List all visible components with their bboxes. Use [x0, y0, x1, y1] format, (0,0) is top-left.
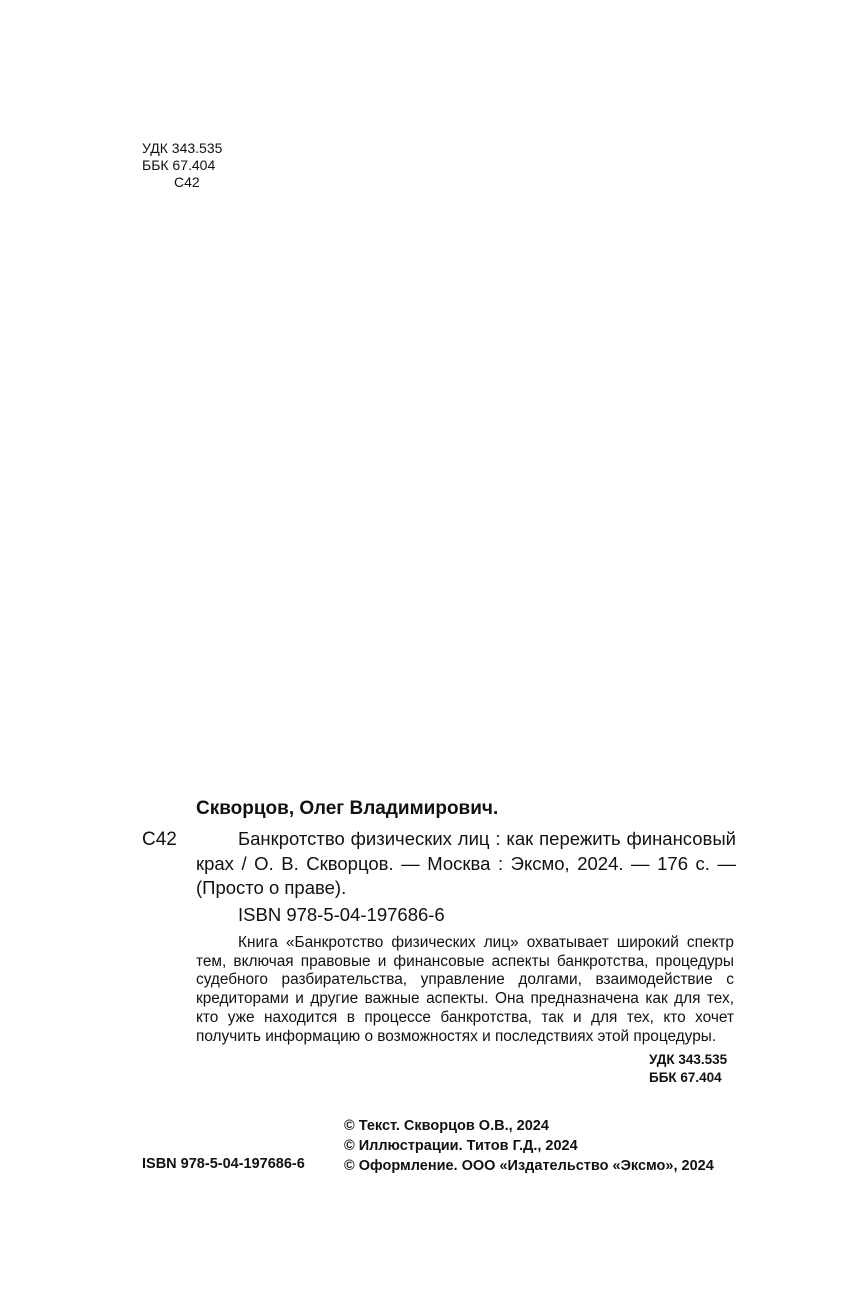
annotation-text: Книга «Банкротство физических лиц» охватывает широкий спектр тем, включая правовые и финансовые аспекты банкротства, процедуры судебного разбирательства, управление долгами, взаимодействие с кредиторами и другие важные аспекты. Она предназначена как для тех, кто уже находится в процессе банкротства, так и для тех, кто хочет получить информацию о возможностях и последствиях этой процедуры.: [196, 934, 734, 1045]
isbn-bottom: ISBN 978-5-04-197686-6: [142, 1156, 305, 1172]
title-text: Банкротство физических лиц : как пережить финансовый крах / О. В. Скворцов. — Москва : Эксмо, 2024. — 176 с. — (Просто о праве).: [196, 828, 736, 898]
classification-codes-top: [142, 140, 222, 191]
author-mark-record: С42: [142, 829, 177, 850]
bbk-code-right: ББК 67.404: [649, 1070, 722, 1085]
udk-code: УДК 343.535: [142, 140, 223, 156]
author-mark: С42: [174, 174, 200, 190]
copyright-block: [344, 1116, 714, 1176]
udk-code-right: УДК 343.535: [649, 1052, 728, 1067]
copyright-illustrations: © Иллюстрации. Титов Г.Д., 2024: [344, 1138, 578, 1154]
bbk-code: ББК 67.404: [142, 157, 216, 173]
copyright-design: © Оформление. ООО «Издательство «Эксмо», 2024: [344, 1158, 714, 1174]
copyright-text: © Текст. Скворцов О.В., 2024: [344, 1118, 549, 1134]
isbn-record: ISBN 978-5-04-197686-6: [238, 904, 445, 925]
author-heading: Скворцов, Олег Владимирович.: [196, 798, 499, 819]
bibliographic-title: [196, 827, 736, 901]
classification-codes-right: [649, 1051, 727, 1087]
